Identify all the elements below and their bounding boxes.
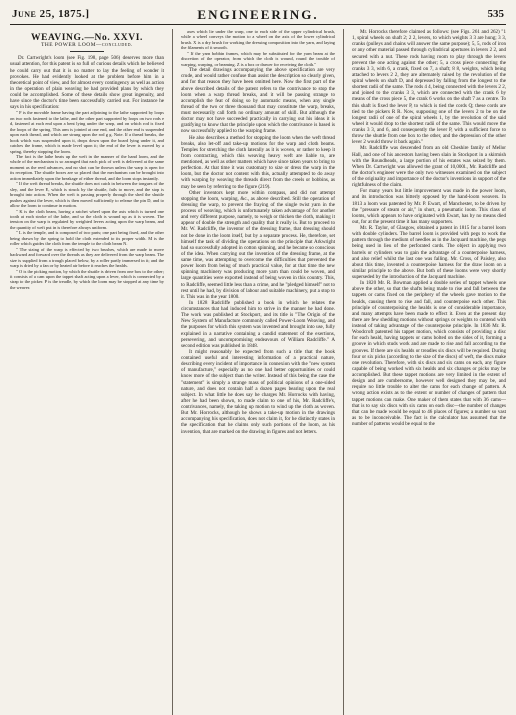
paragraph: " K is the cloth beam, having a ratchet wheel upon the axis which is turned one tooth at each stroke of the lathe, and so the cloth is wound up as it is woven. The tension on the warp is regulated by weighted levers acting upon the warp beam, and the quantity of weft put in is therefore always uniform. [10,208,164,230]
paragraph: " O is the picking motion, by which the shuttle is driven from one box to the other; it consists of a cam upon the tappet shaft acting upon a lever, which is connected by a strap to the picker. P is the treadle, by which the loom may be stopped at any time by the weaver. [10,268,164,290]
paragraph: axes which lie under the warp, one to each side of the upper cylindrical brush, while a wheel conveys the motion to a wheel on the axis of the lower cylindrical brush. X is a dry brush for working the dressing composition into the yarn, and laying the filaments of it smooth. [181,29,335,51]
paragraph: For many years but little improvement was made in the power loom, and its introduction was bitterly opposed by the hand-loom weavers. In 1813 a loom was patented by Mr. P. Ewart, of Manchester, to be driven by the "pressure of steam or air," in short, a pneumatic loom. This class of looms, which appears to have originated with Ewart, has by no means died out, for at the present time it has many supporters. [352,188,506,225]
paragraph: " If the weft thread breaks, the shuttle does not catch in between the tongues of the sley, and the lever E, which is struck by the shuttle, fails to move, and the stop is brought into action. When the weft is passing properly through the shed the shuttle pushes against the lever, which is then moved sufficiently to release the pin D, and to allow the loom to continue in motion. [10,181,164,209]
paragraph: Mr. R. Taylor, of Glasgow, obtained a patent in 1815 for a barrel loom with double cylinders. The barrel loom is provided with pegs to work the pattern through the medium of needles as in the Jacquard machine, the pegs being used in lieu of the perforated cards. The object in applying two barrels or cylinders was to gain the advantage of a counterpoise harness, and also relief whilst the last one was falling. Mr. Cross, of Paisley, also about this time, invented a counterpoise harness for the draw loom on a similar principle to the above. But both of these looms were very shortly superseded by the introduction of the Jacquard machine. [352,225,506,280]
paragraph: " F is the movable frame having the part adjoining to the lathe supported by loops on two rods fastened to the lathe, and the other part supported by loops on two rods e d, fastened at each end upon a bent lying under the warp, and on which rod is fixed the loops of the spring. This arm is jointed at one end, and the other end is suspended upon each thread, and which are strung upon the rod g g. Note. If a thread breaks, the hook which was suspended upon it, drops down upon the board lying under it, and catches the frame, which is made level upon it; the end of the lever is moved by a spring, thereby stopping the loom. [10,110,164,154]
column-3 [352,29,506,715]
column-divider [343,29,344,715]
column-2 [181,29,335,715]
paragraph: Mr. Radcliffe was descended from an old Cheshire family of Mellor Hall, and one of his ancestors having been slain in Stockport in a skirmish with the Roundheads, a large portion of his estates was seized by them. When Dr. Cartwright was allowed the grant of 10,000l., Mr. Radcliffe and the doctor's engineer were the only two witnesses examined on the subject of the originality and importance of the doctor's inventions in support of the rightfulness of the claim. [352,145,506,189]
page-number: 535 [487,8,504,20]
publication-title: ENGINEERING. [197,7,319,22]
column-divider [172,29,173,715]
paragraph: It might reasonably be expected from such a title that the book contained useful and interesting information of a practical nature, describing every incident of importance in connexion with the "new system of manufacture," especially as no one had better opportunities or could know more of the subject than the writer. Instead of this being the case the "statement" is simply a strange mass of political opinions of a one-sided nature, and does not contain half a dozen pages bearing upon the real subject. In what little he does say he charges Mr. Horrocks with having, after he had been shown, to made claim to one of his, Mr. Radcliffe's, contrivances, namely, the taking up motion to wind up the cloth as woven. But Mr. Horrocks, although he shows a take-up motion in the drawings accompanying his specification, does not claim it, for he distinctly states in the specification that he claims only such portions of the loom, as his invention, that are marked on the drawing in figures and not letters. [181,348,335,435]
paragraph: " If the yarn bobbin frames, which may be substituted for the yarn beam at the discretion of the operator, from which the cloth is wound, round the trouble of warping, warping, or beaming. Z is a box or drawer for receiving the cloth." [181,50,335,67]
paragraph: Mr. Horrocks therefore claimed as follows: (see Figs. 261 and 262) "1 1, spiral wheels on shaft 2; 2 2, levers, to which weights 3 3 are hung; 3 3, cranks (pulleys and chains will answer the same purpose); 5, 5, rods of iron or any other material passed through cylindrical apertures in levers 2 2, and secured with a nut. These rods having room to play through the levers prevent the one acting against the other; 5, a cross piece connecting the cranks 3 3, with 6, a crank, fixed on 7, a shaft; 8 8, weights, which being attached to levers 2 2, they are alternately raised by the revolution of the spiral wheels on shaft D, and depressed by falling from the longest to the shortest radii of the same. The rods 4 4, being connected with the levers 2 2, and joined to the cranks 3 3, which are connected with the crank 6 by means of the cross piece 5, the crank 6 works on the shaft 7 as a centre. To this shaft is fixed the lever P, to which is tied the cords Q; these cords are tied to the pickers R R. Now, supposing one of the levers 2 to be on the longest radii of one of the spiral wheels 1, by the revolution of the said wheel it would drop to the shortest radii of the same. This would move the cranks 3 3, and 6, and consequently the lever P, with a sufficient force to throw the shuttle from one box to the other, and the depression of the other lever 2 would throw it back again." [352,29,506,146]
article-title: WEAVING.—No. XXVI. [31,33,143,43]
paragraph: In 1828 Radcliffe published a book in which he relates the circumstances that had induced him to strive in the manner he had done. The work was published at Stockport, and its title is "The Origin of the New System of Manufacture commonly called Power-Loom Weaving, and the purposes for which this system was invented and brought into use, fully explained in a narrative containing a candid statement of the exertions, persevering, and uncompromising endeavours of William Radcliffe." A second edition was published in 1848. [181,299,335,349]
page-header [10,6,506,25]
article-columns [10,29,506,715]
paragraph: " The sizing of the warp is effected by two brushes, which are made to move backward and forward over the threads as they are delivered from the warp beam. The size is supplied from a trough placed below, by a roller partly immersed in it; and the warp is dried by a fan or by heated air before it reaches the healds. [10,246,164,269]
paragraph: The detail drawings accompanying the above specification are very crude, and would rather confuse than assist the description so clearly given, and for that reason they have been omitted here. Now the first part of the above described details of the patent refers to the contrivance to stop the loom when a warp thread breaks, and it will be passing strange to accomplish the feat of doing so by automatic means, when any single thread of the two or three thousand that may constitute the warp, breaks, must necessarily call forth no ordinary amount of skill. But although the doctor may not have succeeded practically in carrying out his ideas it is gratifying to know that the principle upon which the contrivance is based is now successfully applied to the warping frame. [181,67,335,135]
paragraph: Other inventors kept more within compass, and did not attempt stopping the loom, warping, &c., as above described. Still the operation of dressing the warp, to prevent the fraying of the single twist yarn in the process of weaving, which is unfortunately taken advantage of for another and very different purpose, namely, to weigh or thicken the cloth, making it appear of double the strength and quality that it really is. But to proceed to Mr. W. Radcliffe, the inventor of the dressing frame, that dressing should not be done in the loom itself, but by a separate process. He, therefore, set himself the task of dividing the operations on the principle that Arkwright had so successfully adopted in cotton spinning, and he became so conscious of the idea. When carrying out the invention of the dressing frame, at the same time, was attempting to overcome the difficulties that prevented the power loom from being of much practical value, for at that time the new spinning machinery was producing more yarn than could be woven, and large quantities were exported instead of being woven in this country. This, to Radcliffe, seemed little less than a crime, and he "pledged himself" not to rest until he had, by division of labour and suitable machinery, put a stop to it. This was in the year 1800. [181,189,335,300]
paragraph: The fact is the lathe beats up the weft in the manner of the hand loom, and the whole of the mechanism is so arranged that each pick of weft is delivered at the same moment as the reed advances, and no shot can be thrown unless the warp is open for its reception. The shuttle boxes are so placed that the mechanism can be brought into action immediately upon the breakage of either thread, and the loom stops instantly. [10,154,164,181]
paragraph: In 1820 Mr. R. Bowman applied a double series of tappet wheels one above the other, so that the shafts being made to rise and fall between the tappets or cams fixed on the periphery of the wheels gave motion to the healds, causing them to rise and fall, and counterpoise each other. This principle of counterpoising the healds is one of considerable importance, and many attempts have been made to effect it. Even at the present day there are few shedding motions without springs or weights to contend with instead of taking advantage of the counterpoise principle. In 1836 Mr. R. Woodcroft patented his tappet motion, which consists of providing a disc for each heald, having tappets or cams bolted on the sides of it, forming a groove in which studs work and are made to rise and fall according to the grooves. If there are six healds or treadles six discs will be required. During four or six picks (according to the size of the discs) of weft, the discs make one revolution. Therefore, with six discs and six cams on each, any figure capable of being worked with six healds and six changes or picks may be accomplished. But these tappet motions are very limited in the extent of design and are cumbersome, however well designed they may be, and require no little trouble to alter the cams for each change of pattern. A wrong action exists as to the extent or number of changes of pattern that tappet motions can make. One maker of them states that with 36 cams—that is to say six discs with six cams on each disc—the number of changes that can be made would be equal to 46 places of figures; a number so vast as to be inconceivable. The fact is the calculator has assumed that the number of patterns would be equal to the [352,280,506,427]
paragraph: He also describes a method for stopping the loom when the weft thread breaks, also let-off and take-up motions for the warp and cloth beams. Temples for stretching the cloth laterally as it is woven, or rather to keep it from contracting, which this weaving heavy weft are liable to, are mentioned, as well as other matters which have since taken years to bring to perfection. At that time it was customary to size or dress the warp in the loom, but the doctor not content with this, actually attempted to do away with warping by weaving the threads direct from the creels or bobbins, as may be seen by referring to the figure (219). [181,134,335,190]
title-rule [70,51,104,52]
issue-date: June 25, 1875.] [12,8,90,20]
column-1 [10,29,164,715]
article-subtitle: THE POWER LOOM—concluded. [41,42,133,49]
paragraph: " L is the temple, and is composed of two parts; one part being fixed, and the other being drawn by the spring to hold the cloth extended to its proper width. M is the roller which guides the cloth from the temple to the cloth beam N. [10,230,164,247]
paragraph: Dr. Cartwright's loom (see Fig. 198, page 506) deserves more than usual attention, for this patent is so full of curious details which he believed he could carry out that it is no matter to lay the feeling of wonder it provokes. He had evidently looked at the problem before him in a theoretical point of view, and for almost every contingency as well as action in the operation of plain weaving he had provided plans by which they could be accomplished. Some of these details show great ingenuity, and have since the doctor's time been successfully carried out. For instance he says in his specification: [10,55,164,111]
